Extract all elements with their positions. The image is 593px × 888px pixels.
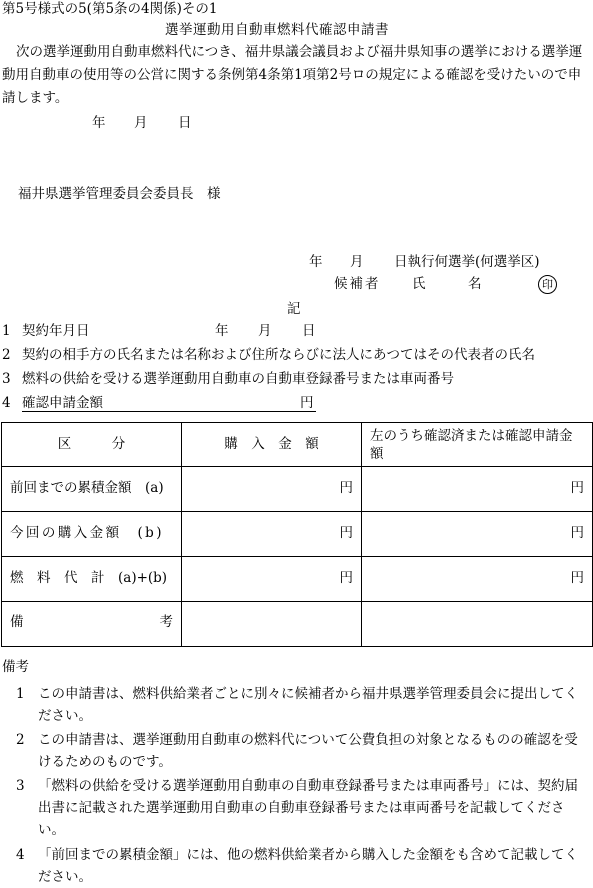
- note-2-number: 2: [16, 732, 25, 748]
- table-row: [2, 467, 593, 512]
- document-title: 選挙運動用自動車燃料代確認申請書: [165, 22, 389, 38]
- note-3-number: 3: [16, 778, 25, 794]
- item-1-number: 1: [2, 323, 11, 339]
- table-row: [2, 557, 593, 602]
- election-year: 年: [309, 254, 323, 270]
- remarks-kou: 考: [159, 614, 173, 630]
- row-current-confirmed-unit: 円: [362, 512, 593, 557]
- header-category: 区 分: [2, 423, 182, 467]
- row-label-fuel-total: 燃 料 代 計 (a)+(b): [2, 557, 182, 602]
- item-1-day: 日: [302, 323, 316, 339]
- item-3-number: 3: [2, 371, 11, 387]
- note-3-text: 「燃料の供給を受ける選挙運動用自動車の自動車登録番号または車両番号」には、契約届出書に記載された選挙運動用自動車の自動車登録番号または車両番号を記載してください。: [38, 778, 578, 838]
- date-month: 月: [134, 115, 148, 131]
- note-1-text: この申請書は、燃料供給業者ごとに別々に候補者から福井県選挙管理委員会に提出してください。: [38, 686, 578, 724]
- amount-table: [1, 422, 593, 647]
- item-2-number: 2: [2, 347, 11, 363]
- election-month: 月: [350, 254, 364, 270]
- item-1-year: 年: [215, 323, 229, 339]
- item-4-label: 確認申請金額: [22, 395, 103, 411]
- intro-paragraph: 次の選挙運動用自動車燃料代につき、福井県議会議員および福井県知事の選挙における選挙運動用自動車の使用等の公営に関する条例第4条第1項第2号ロの規定による確認を受けたいので申請します。: [2, 44, 583, 106]
- ki-heading: 記: [287, 301, 301, 317]
- note-4-text: 「前回までの累積金額」には、他の燃料供給業者から購入した金額をも含めて記載してください。: [38, 847, 578, 885]
- addressee: 福井県選挙管理委員会委員長 様: [18, 186, 221, 202]
- note-1-number: 1: [16, 686, 25, 702]
- table-row: [2, 512, 593, 557]
- seal-mark: 印: [538, 275, 557, 294]
- note-4-number: 4: [16, 847, 25, 863]
- header-confirmed-amount: 左のうち確認済または確認申請金額: [362, 423, 593, 467]
- candidate-label: 候補者: [334, 276, 381, 292]
- form-number: 第5号様式の5(第5条の4関係)その1: [2, 1, 218, 17]
- table-header-row: [2, 423, 593, 467]
- table-row: [2, 602, 593, 647]
- note-2-text: この申請書は、選挙運動用自動車の燃料代について公費負担の対象となるものの確認を受けるためのものです。: [38, 732, 578, 770]
- date-day: 日: [178, 115, 192, 131]
- candidate-shi: 氏: [412, 276, 426, 292]
- item-1-month: 月: [258, 323, 272, 339]
- item-1-label: 契約年月日: [22, 323, 90, 339]
- candidate-mei: 名: [468, 276, 482, 292]
- row-label-current-purchase: 今回の購入金額 (b): [2, 512, 182, 557]
- row-previous-purchase-unit: 円: [182, 467, 362, 512]
- header-purchase-amount: 購 入 金 額: [182, 423, 362, 467]
- election-text: 日執行何選挙(何選挙区): [394, 254, 540, 270]
- row-remarks-confirmed: [362, 602, 593, 647]
- row-current-purchase-unit: 円: [182, 512, 362, 557]
- date-year: 年: [92, 115, 106, 131]
- amount-underline: [22, 411, 316, 412]
- remarks-bi: 備: [10, 614, 24, 630]
- item-2-label: 契約の相手方の氏名または名称および住所ならびに法人にあつてはその代表者の氏名: [22, 347, 535, 363]
- item-4-unit: 円: [300, 395, 314, 411]
- item-3-label: 燃料の供給を受ける選挙運動用自動車の自動車登録番号または車両番号: [22, 371, 454, 387]
- row-total-confirmed-unit: 円: [362, 557, 593, 602]
- row-remarks-purchase: [182, 602, 362, 647]
- row-previous-confirmed-unit: 円: [362, 467, 593, 512]
- notes-title: 備考: [2, 659, 29, 675]
- row-label-previous-total: 前回までの累積金額 (a): [2, 467, 182, 512]
- row-label-remarks: [2, 602, 182, 647]
- row-total-purchase-unit: 円: [182, 557, 362, 602]
- item-4-number: 4: [2, 395, 11, 411]
